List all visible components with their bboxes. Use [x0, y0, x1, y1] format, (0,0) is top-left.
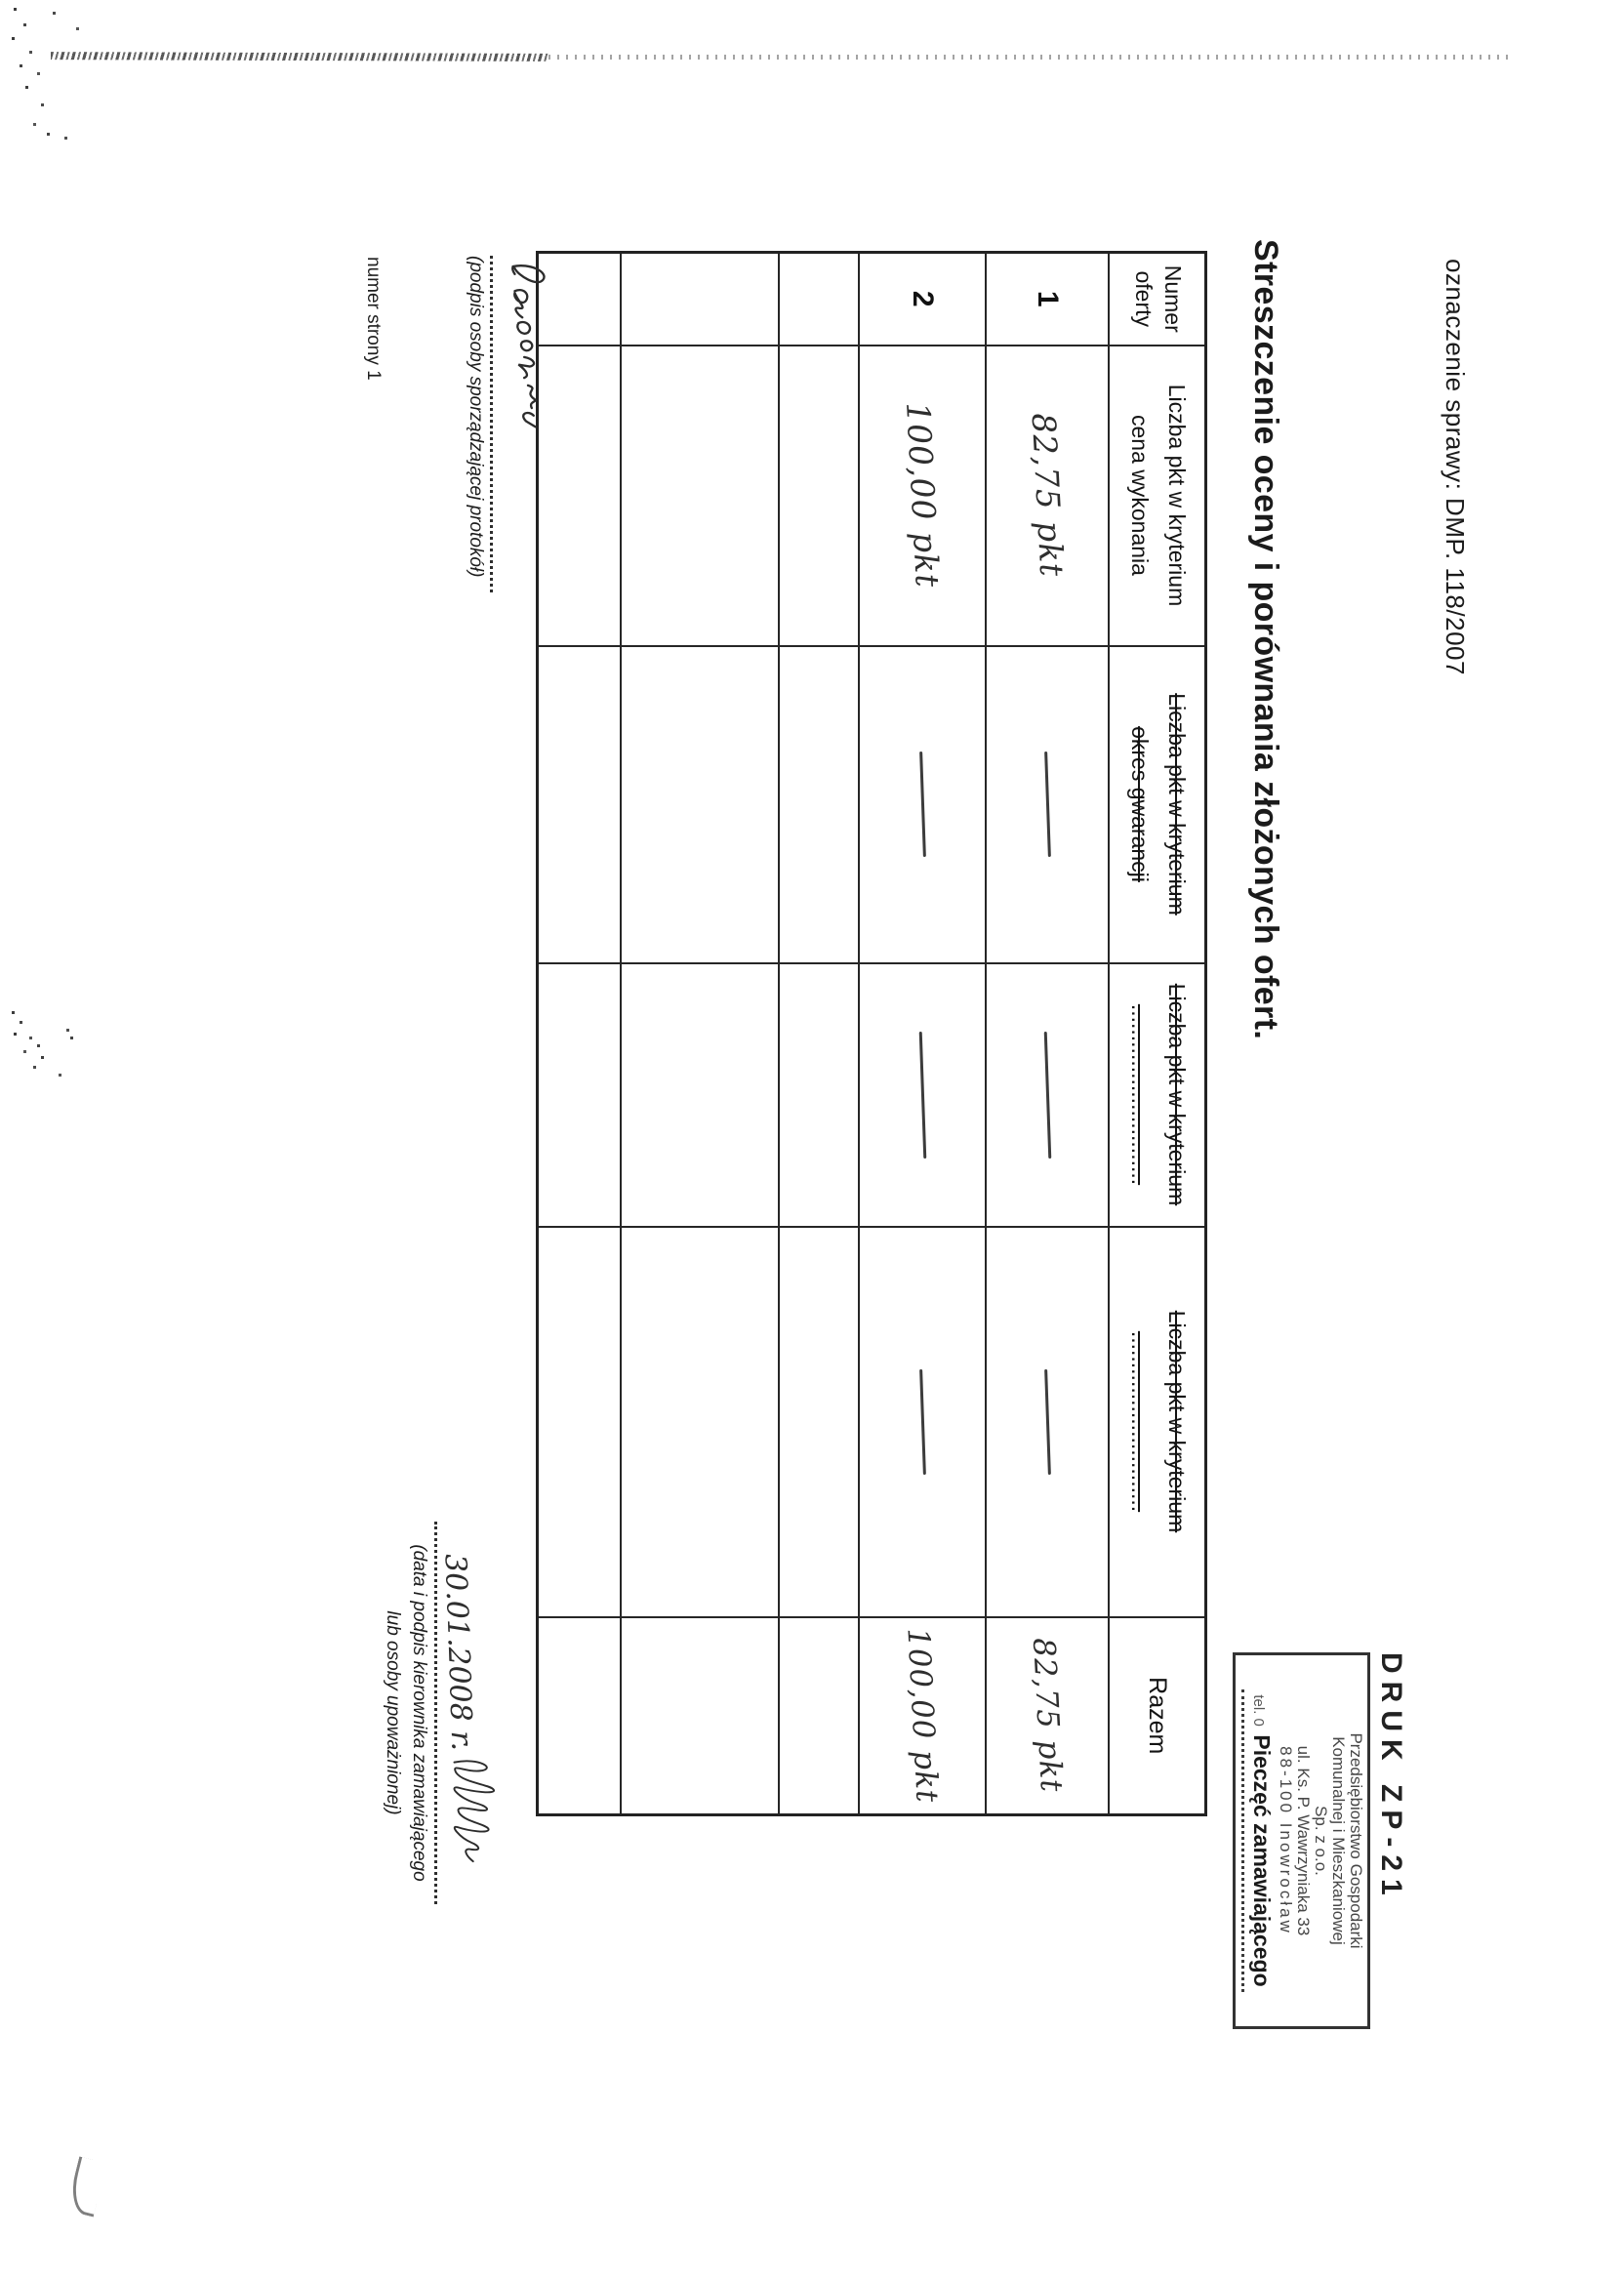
- header-line: cena wykonania: [1126, 415, 1153, 576]
- header-line: Numer: [1159, 264, 1186, 333]
- cena-points-cell: [860, 346, 987, 646]
- orderer-stamp-caption: Pieczęć zamawiającego: [1249, 1734, 1275, 1987]
- razem-points-cell: [860, 1617, 987, 1815]
- header-line-struck: Liczba pkt w kryterium: [1163, 693, 1190, 915]
- stamp-caption-row: [1248, 1661, 1275, 2020]
- handwritten-signature: [437, 1750, 506, 1872]
- table-row-empty: [780, 253, 860, 1815]
- signature-caption-line1: (data i podpis kierownika zamawiającego: [409, 1544, 429, 1882]
- col-header-offer-number: [1110, 253, 1206, 346]
- header-line-struck: okres gwarancji: [1126, 726, 1153, 882]
- header-line: Razem: [1144, 1677, 1171, 1755]
- page-number-footer: numer strony 1: [363, 257, 384, 381]
- stamp-line: Komunalnej i Mieszkaniowej: [1329, 1736, 1348, 1945]
- col-header-okres-gwarancji: [1110, 646, 1206, 963]
- handwritten-dash: [1044, 1368, 1051, 1474]
- dotted-line: [1241, 1689, 1244, 1992]
- case-reference: oznaczenie sprawy: DMP. 118/2007: [1441, 259, 1470, 675]
- table-header-row: [1110, 253, 1206, 1815]
- stamp-area: [1233, 1652, 1407, 2043]
- table-row-empty: [622, 253, 780, 1815]
- stamp-line: 88-100 Inowrocław: [1277, 1746, 1295, 1935]
- dash-cell: [860, 963, 987, 1227]
- handwritten-dash: [919, 1031, 927, 1158]
- table-row-offer-1: [987, 253, 1110, 1815]
- handwritten-dash: [919, 752, 926, 857]
- stamp-line: Przedsiębiorstwo Gospodarki: [1347, 1732, 1365, 1949]
- handwritten-date-row: [437, 1503, 506, 1923]
- header-line: oferty: [1130, 270, 1157, 328]
- header-dots-struck: .............................: [1126, 1330, 1153, 1513]
- company-stamp: [1233, 1652, 1370, 2029]
- cena-points-cell: [987, 346, 1110, 646]
- handwritten-value: 100,00 pkt: [899, 401, 947, 590]
- offer-number-cell: 1: [987, 253, 1110, 346]
- handwritten-signature: [500, 256, 556, 451]
- header-dots-struck: .............................: [1126, 1003, 1153, 1186]
- offers-comparison-table: [536, 251, 1207, 1816]
- dash-cell: [860, 646, 987, 963]
- stamp-line: ul. Ks. P. Wawrzyniaka 33: [1294, 1745, 1313, 1936]
- handwritten-dash: [1044, 1031, 1052, 1158]
- table-row-offer-2: [860, 253, 987, 1815]
- manager-signature-block: [382, 1503, 506, 1923]
- header-line-struck: Liczba pkt w kryterium: [1163, 1310, 1190, 1533]
- dash-cell: [860, 1227, 987, 1617]
- handwritten-dash: [919, 1368, 926, 1474]
- handwritten-dash: [1044, 752, 1051, 857]
- col-header-cena-wykonania: [1110, 346, 1206, 646]
- signature-caption-line2: lub osoby upoważnionej): [383, 1610, 403, 1815]
- signature-caption: (podpis osoby sporządzającej protokół): [466, 256, 486, 578]
- dash-cell: [987, 646, 1110, 963]
- stamp-line: tel. 0: [1250, 1694, 1267, 1727]
- handwritten-date: 30.01.2008 r.: [437, 1552, 479, 1751]
- col-header-kryterium-3: [1110, 963, 1206, 1227]
- signature-dotted-line: [490, 256, 493, 592]
- header-line: Liczba pkt w kryterium: [1163, 384, 1190, 607]
- document-title: Streszczenie oceny i porównania złożonych ofert.: [1247, 239, 1284, 1040]
- offer-number-cell: 2: [860, 253, 987, 346]
- col-header-kryterium-4: [1110, 1227, 1206, 1617]
- handwritten-value: 100,00 pkt: [900, 1627, 946, 1805]
- dash-cell: [987, 963, 1110, 1227]
- dash-cell: [987, 1227, 1110, 1617]
- protocol-author-signature-block: [465, 256, 556, 617]
- form-number-label: DRUK ZP-21: [1375, 1652, 1407, 1903]
- handwritten-value: 82,75 pkt: [1026, 1637, 1070, 1794]
- handwritten-value: 82,75 pkt: [1024, 412, 1072, 579]
- razem-points-cell: [987, 1617, 1110, 1815]
- col-header-razem: [1110, 1617, 1206, 1815]
- stamp-line: Sp. z o.o.: [1312, 1806, 1330, 1876]
- offers-table-wrapper: [536, 251, 1207, 1816]
- header-line-struck: Liczba pkt w kryterium: [1163, 983, 1190, 1206]
